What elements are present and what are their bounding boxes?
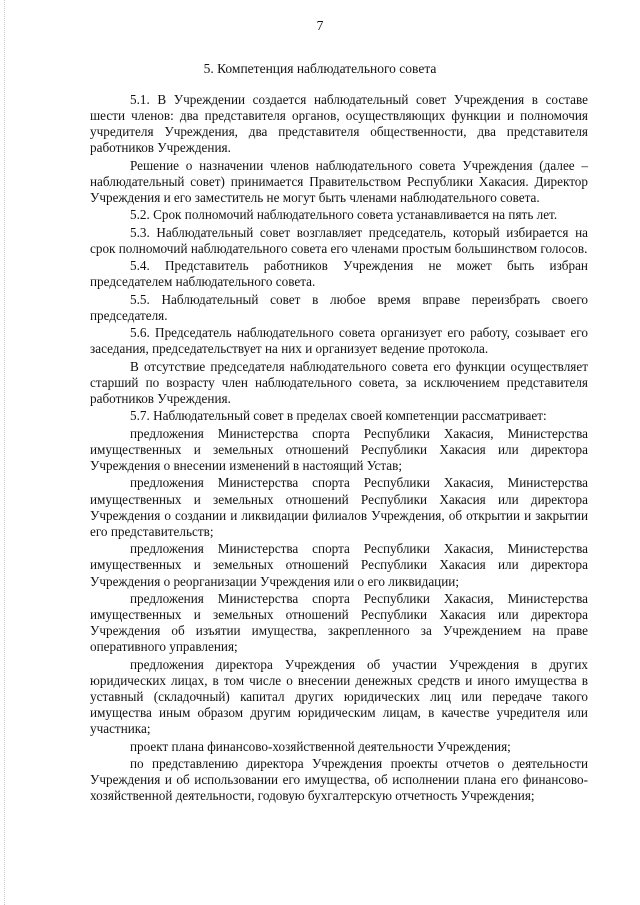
list-item-financial-plan: проект плана финансово-хозяйственной деятельности Учреждения; [130, 738, 511, 754]
list-item-reports: по представлению директора Учреждения проекты отчетов о деятельности Учреждения и об использовании его имущества, об исполнении плана его финансово-хозяйственной деятельности, годовую бухгалтерскую отчетность Учреждения; [90, 756, 588, 804]
list-item-branches: предложения Министерства спорта Республики Хакасия, Министерства имущественных и земельных отношений Республики Хакасия или директора Учреждения о создании и ликвидации филиалов Учреждения, об открытии и закрытии его представительств; [90, 475, 588, 539]
paragraph-members-decision: Решение о назначении членов наблюдательного совета Учреждения (далее – наблюдательный совет) принимается Правительством Республики Хакасия. Директор Учреждения и его заместитель не могут быть членами наблюдательного совета. [90, 157, 588, 206]
paragraph-5-6: 5.6. Председатель наблюдательного совета организует его работу, созывает его заседания, председательствует на них и организует ведение протокола. [90, 325, 588, 357]
page-number: 7 [316, 18, 324, 33]
paragraph-5-3: 5.3. Наблюдательный совет возглавляет председатель, который избирается на срок полномочий наблюдательного совета его членами простым большинством голосов. [90, 224, 588, 256]
section-title: 5. Компетенция наблюдательного совета [203, 61, 437, 76]
document-body [90, 92, 588, 806]
paragraph-chair-absence: В отсутствие председателя наблюдательного совета его функции осуществляет старший по возрасту член наблюдательного совета, за исключением представителя работников Учреждения. [90, 358, 588, 407]
paragraph-5-1: 5.1. В Учреждении создается наблюдательный совет Учреждения в составе шести членов: два представителя органов, осуществляющих функции и полномочия учредителя Учреждения, два представителя общественности, два представителя работников Учреждения. [90, 92, 588, 156]
list-item-participation: предложения директора Учреждения об участии Учреждения в других юридических лицах, в том числе о внесении денежных средств и иного имущества в уставный (складочный) капитал других юридических лиц или передаче такого имущества иным образом другим юридическим лицам, в качестве учредителя или участника; [90, 656, 588, 737]
paragraph-5-4: 5.4. Представитель работников Учреждения не может быть избран председателем наблюдательного совета. [90, 258, 588, 290]
paragraph-5-2: 5.2. Срок полномочий наблюдательного совета устанавливается на пять лет. [130, 207, 558, 223]
list-item-charter-changes: предложения Министерства спорта Республики Хакасия, Министерства имущественных и земельных отношений Республики Хакасия или директора Учреждения о внесении изменений в настоящий Устав; [90, 425, 588, 474]
list-item-property-withdrawal: предложения Министерства спорта Республики Хакасия, Министерства имущественных и земельных отношений Республики Хакасия или директора Учреждения об изъятии имущества, закрепленного за Учреждением на праве оперативного управления; [90, 590, 588, 655]
list-item-reorganization: предложения Министерства спорта Республики Хакасия, Министерства имущественных и земельных отношений Республики Хакасия или директора Учреждения о реорганизации Учреждения или о его ликвидации; [90, 541, 588, 589]
scan-edge-dots [4, 0, 6, 905]
paragraph-5-7: 5.7. Наблюдательный совет в пределах своей компетенции рассматривает: [130, 408, 547, 424]
paragraph-5-5: 5.5. Наблюдательный совет в любое время вправе переизбрать своего председателя. [90, 291, 588, 323]
